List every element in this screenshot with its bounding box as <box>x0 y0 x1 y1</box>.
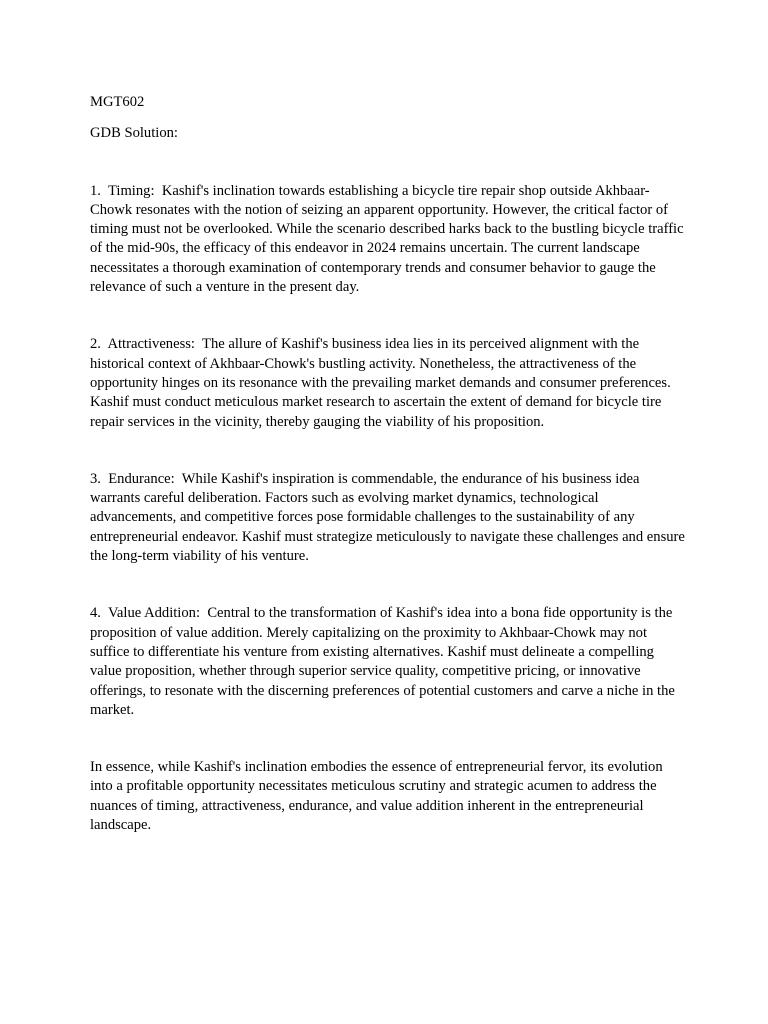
section-endurance <box>90 470 685 566</box>
section-number: 3. <box>90 470 101 487</box>
section-body: Central to the transformation of Kashif's idea into a bona fide opportunity is the proposition of value addition. Merely capitalizing on the proximity to Akhbaar-Chowk may not suffice to differentiate his venture from existing alternatives. Kashif must delineate a compelling value proposition, whether through superior service quality, competitive pricing, or innovative offerings, to resonate with the discerning preferences of potential customers and carve a niche in the market. <box>90 605 675 718</box>
section-body: Kashif's inclination towards establishing a bicycle tire repair shop outside Akhbaar-Chowk resonates with the notion of seizing an apparent opportunity. However, the critical factor of timing must not be overlooked. While the scenario described harks back to the bustling bicycle traffic of the mid-90s, the efficacy of this endeavor in 2024 remains uncertain. The current landscape necessitates a thorough examination of contemporary trends and consumer behavior to gauge the relevance of such a venture in the present day. <box>90 182 684 296</box>
section-title: Timing: <box>108 182 155 199</box>
section-number: 4. <box>90 605 101 622</box>
section-number: 1. <box>90 182 101 199</box>
section-body: The allure of Kashif's business idea lies in its perceived alignment with the historical context of Akhbaar-Chowk's bustling activity. Nonetheless, the attractiveness of the opportunity hinges on its resonance with the prevailing market demands and consumer preferences. Kashif must conduct meticulous market research to ascertain the extent of demand for bicycle tire repair services in the vicinity, thereby gauging the viability of his proposition. <box>90 336 671 430</box>
section-attractiveness <box>90 335 685 431</box>
course-code: MGT602 <box>90 94 145 110</box>
document-page <box>90 93 685 873</box>
section-body: While Kashif's inspiration is commendable, the endurance of his business idea warrants careful deliberation. Factors such as evolving market dynamics, technological advancements, and competitive forces pose formidable challenges to the sustainability of any entrepreneurial endeavor. Kashif must strategize meticulously to navigate these challenges and ensure the long-term viability of his venture. <box>90 470 685 565</box>
section-number: 2. <box>90 336 101 353</box>
section-title: Attractiveness: <box>107 336 195 353</box>
conclusion-paragraph: In essence, while Kashif's inclination embodies the essence of entrepreneurial fervor, its evolution into a profitable opportunity necessitates meticulous scrutiny and strategic acumen to address the nuances of timing, attractiveness, endurance, and value addition inherent in the entrepreneurial landscape. <box>90 759 663 834</box>
section-title: Value Addition: <box>108 605 201 622</box>
document-heading: GDB Solution: <box>90 125 178 142</box>
section-title: Endurance: <box>108 470 175 487</box>
section-timing <box>90 182 685 298</box>
section-value-addition <box>90 604 685 720</box>
